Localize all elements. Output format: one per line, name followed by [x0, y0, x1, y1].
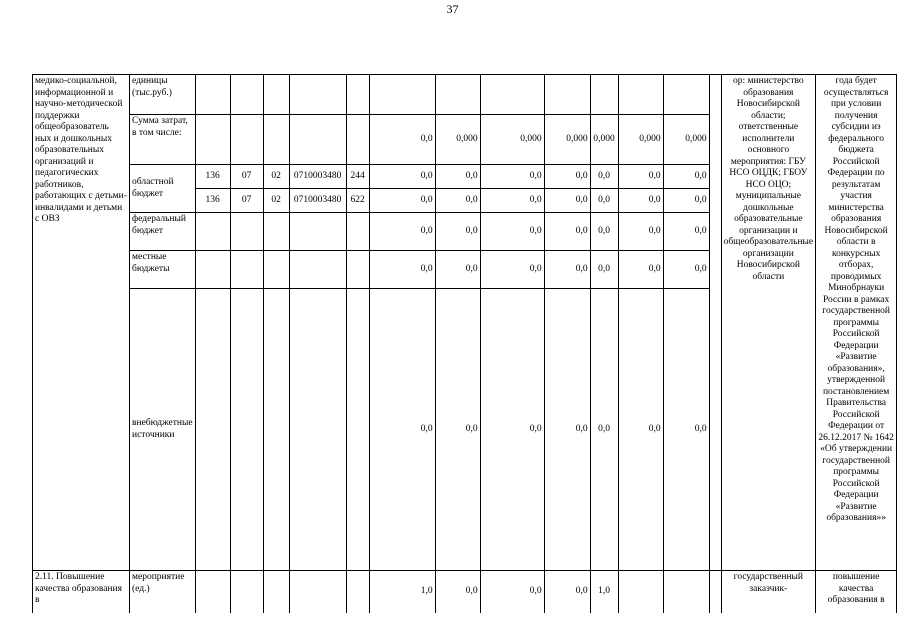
grbs-cell: 136: [195, 189, 230, 213]
value-cell: 1,0: [369, 571, 435, 613]
vr-cell: [346, 213, 369, 251]
spacer-cell: [709, 571, 721, 613]
grbs-cell: [195, 571, 230, 613]
vr-cell: [346, 571, 369, 613]
value-cell: 0,0: [369, 213, 435, 251]
rz-cell: [230, 571, 263, 613]
value-cell: 0,0: [480, 189, 544, 213]
activity-title-cell: 2.11. Повышение качества образования в: [33, 571, 130, 613]
value-cell: 0,0: [618, 251, 663, 289]
value-cell: 0,0: [544, 289, 590, 571]
indicator-label: внебюджетные источники: [130, 289, 196, 571]
grbs-cell: [195, 213, 230, 251]
value-cell: 0,000: [618, 115, 663, 165]
value-cell: 0,0: [544, 251, 590, 289]
csr-cell: 0710003480: [289, 189, 346, 213]
csr-cell: [289, 213, 346, 251]
value-cell: 0,0: [480, 571, 544, 613]
vr-cell: [346, 251, 369, 289]
value-cell: [663, 75, 709, 115]
value-cell: 0,0: [618, 189, 663, 213]
value-cell: 0,000: [663, 115, 709, 165]
value-cell: 0,0: [544, 165, 590, 189]
vr-cell: 244: [346, 165, 369, 189]
value-cell: 0,0: [435, 189, 480, 213]
grbs-cell: [195, 75, 230, 115]
value-cell: 0,0: [480, 165, 544, 189]
value-cell: 0,0: [480, 289, 544, 571]
indicator-label: Сумма затрат, в том числе:: [130, 115, 196, 165]
indicator-label: единицы (тыс.руб.): [130, 75, 196, 115]
vr-cell: 622: [346, 189, 369, 213]
value-cell: 0,000: [480, 115, 544, 165]
value-cell: 0,0: [369, 289, 435, 571]
value-cell: 0,000: [544, 115, 590, 165]
rz-cell: [230, 213, 263, 251]
csr-cell: [289, 571, 346, 613]
value-cell: 0,0: [369, 115, 435, 165]
value-cell: [480, 75, 544, 115]
pr-cell: [263, 115, 289, 165]
value-cell: [435, 75, 480, 115]
csr-cell: 0710003480: [289, 165, 346, 189]
value-cell: 0,0: [435, 165, 480, 189]
vr-cell: [346, 115, 369, 165]
indicator-label: федеральный бюджет: [130, 213, 196, 251]
value-cell: 0,0: [663, 213, 709, 251]
csr-cell: [289, 289, 346, 571]
value-cell: 0,0: [369, 251, 435, 289]
value-cell: 0,0: [435, 571, 480, 613]
value-cell: 0,0: [590, 213, 618, 251]
value-cell: 0,0: [590, 189, 618, 213]
value-cell: [663, 571, 709, 613]
value-cell: 0,0: [544, 213, 590, 251]
rz-cell: [230, 115, 263, 165]
value-cell: [369, 75, 435, 115]
value-cell: 0,000: [590, 115, 618, 165]
csr-cell: [289, 251, 346, 289]
note-cell: года будет осуществляться при условии получения субсидии из федерального бюджета Российской Федерации по результатам участия министерства образования Новосибирской области в конкурсных отборах, проводимых Минобрнауки России в рамках государственной программы Российской Федерации «Развитие образования», утвержденной постановлением Правительства Российской Федерации от 26.12.2017 № 1642 «Об утверждении государственной программы Российской Федерации «Развитие образования»»: [816, 75, 897, 571]
value-cell: [544, 75, 590, 115]
executor-cell: государственный заказчик-: [721, 571, 816, 613]
value-cell: [618, 571, 663, 613]
rz-cell: [230, 251, 263, 289]
vr-cell: [346, 289, 369, 571]
value-cell: 0,0: [544, 189, 590, 213]
grbs-cell: [195, 115, 230, 165]
activity-title-cell: медико-социальной, информационной и научно-методической поддержки общеобразователь ных и дошкольных образовательных организаций и педагогических работников, работающих с детьми-инвалидами и детьми с ОВЗ: [33, 75, 130, 571]
value-cell: 0,0: [480, 213, 544, 251]
value-cell: [590, 75, 618, 115]
grbs-cell: 136: [195, 165, 230, 189]
value-cell: 0,0: [663, 165, 709, 189]
pr-cell: [263, 251, 289, 289]
indicator-label: мероприятие (ед.): [130, 571, 196, 613]
page-number: 37: [446, 2, 459, 16]
value-cell: 0,000: [435, 115, 480, 165]
csr-cell: [289, 75, 346, 115]
note-cell: повышение качества образования в: [816, 571, 897, 613]
value-cell: 0,0: [618, 213, 663, 251]
pr-cell: 02: [263, 165, 289, 189]
pr-cell: 02: [263, 189, 289, 213]
rz-cell: 07: [230, 189, 263, 213]
spacer-cell: [709, 75, 721, 571]
value-cell: 0,0: [590, 165, 618, 189]
rz-cell: [230, 75, 263, 115]
rz-cell: [230, 289, 263, 571]
value-cell: 0,0: [480, 251, 544, 289]
program-activities-table: [32, 74, 897, 613]
executor-cell: ор: министерство образования Новосибирской области; ответственные исполнители основного мероприятия: ГБУ НСО ОЦДК; ГБОУ НСО ОЦО; муниципальные дошкольные образовательные организации и общеобразовательные организации Новосибирской области: [721, 75, 816, 571]
value-cell: 0,0: [435, 289, 480, 571]
pr-cell: [263, 213, 289, 251]
csr-cell: [289, 115, 346, 165]
vr-cell: [346, 75, 369, 115]
value-cell: 0,0: [435, 213, 480, 251]
indicator-label: местные бюджеты: [130, 251, 196, 289]
value-cell: 0,0: [435, 251, 480, 289]
pr-cell: [263, 289, 289, 571]
table-row: [33, 75, 897, 115]
grbs-cell: [195, 289, 230, 571]
value-cell: 0,0: [369, 189, 435, 213]
value-cell: 0,0: [663, 189, 709, 213]
value-cell: 0,0: [369, 165, 435, 189]
table-row: [33, 571, 897, 613]
value-cell: 0,0: [663, 251, 709, 289]
value-cell: 0,0: [544, 571, 590, 613]
value-cell: 0,0: [663, 289, 709, 571]
value-cell: 1,0: [590, 571, 618, 613]
rz-cell: 07: [230, 165, 263, 189]
value-cell: 0,0: [590, 251, 618, 289]
value-cell: [618, 75, 663, 115]
grbs-cell: [195, 251, 230, 289]
indicator-label: областной бюджет: [130, 165, 196, 213]
value-cell: 0,0: [618, 289, 663, 571]
pr-cell: [263, 571, 289, 613]
pr-cell: [263, 75, 289, 115]
value-cell: 0,0: [590, 289, 618, 571]
value-cell: 0,0: [618, 165, 663, 189]
